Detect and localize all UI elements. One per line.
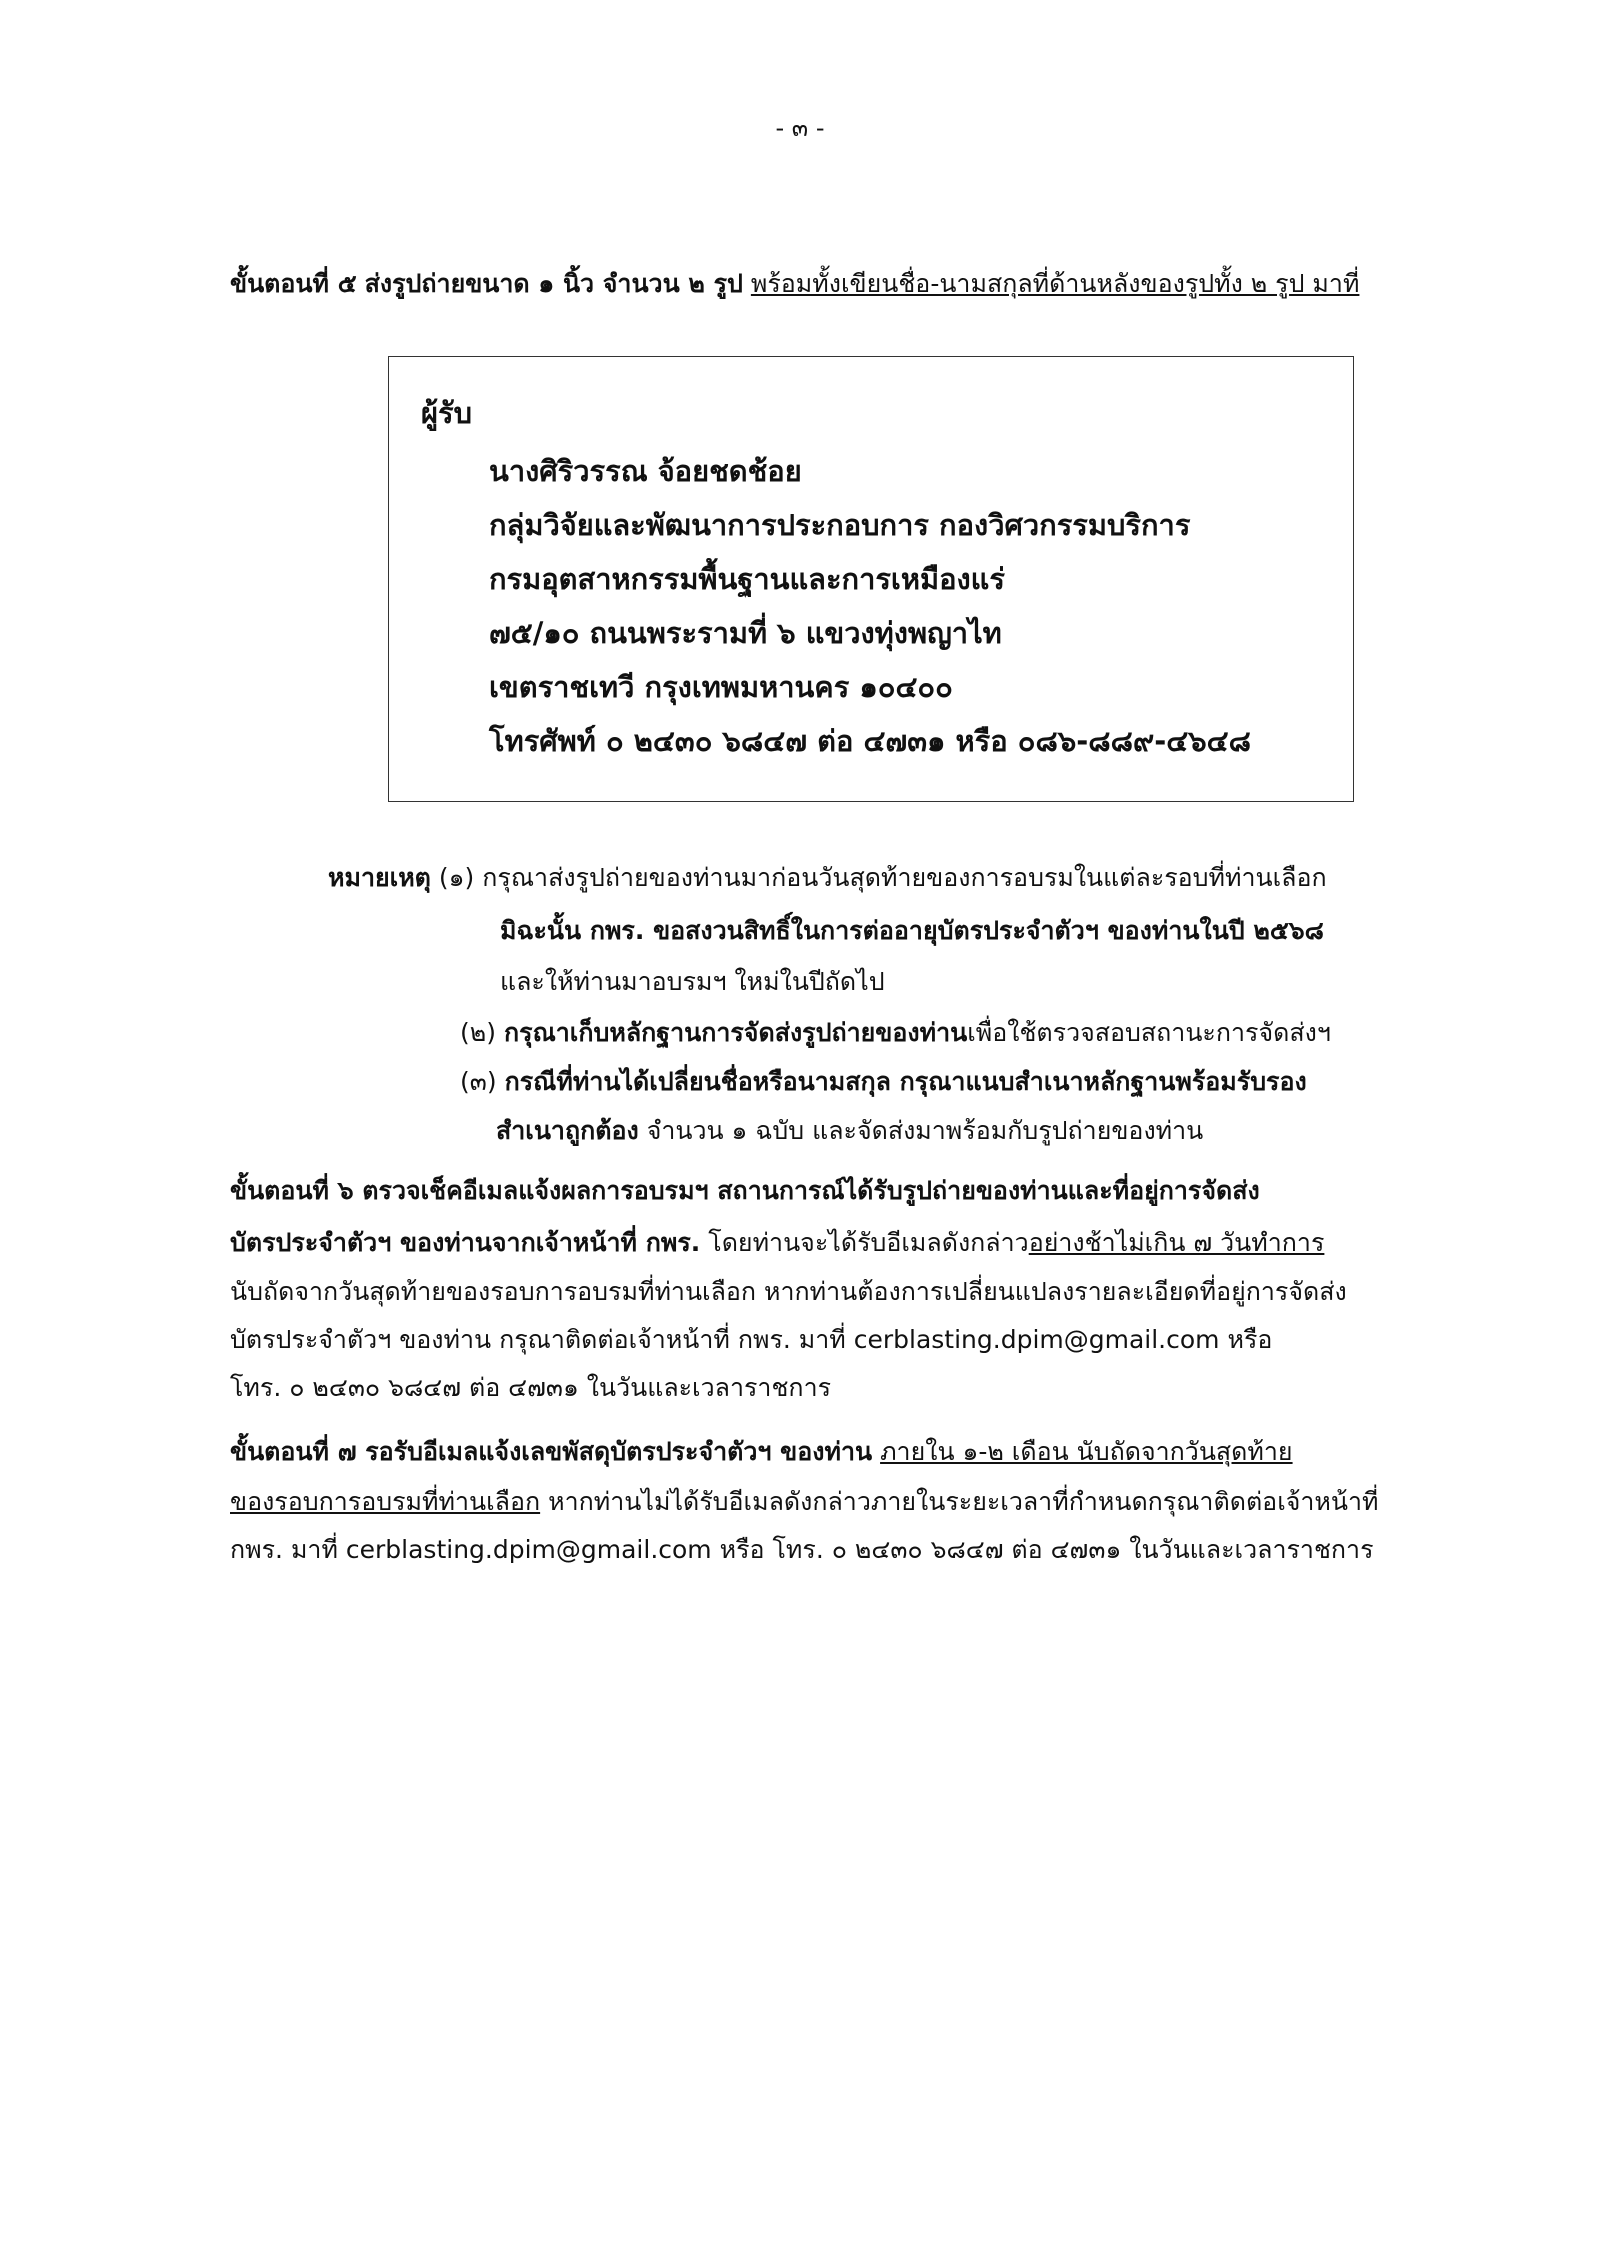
step6-line3: นับถัดจากวันสุดท้ายของรอบการอบรมที่ท่านเลือก หากท่านต้องการเปลี่ยนแปลงรายละเอียดที่อยู่การจัดส่ง <box>230 1277 1347 1306</box>
step5-label: ขั้นตอนที่ ๕ <box>230 269 357 298</box>
recipient-district: เขตราชเทวี กรุงเทพมหานคร ๑๐๔๐๐ <box>489 670 953 704</box>
remark-3-bold2: สำเนาถูกต้อง <box>496 1116 639 1145</box>
recipient-department: กรมอุตสาหกรรมพื้นฐานและการเหมืองแร่ <box>489 562 1005 596</box>
recipient-name: นางศิริวรรณ จ้อยชดช้อย <box>489 454 802 488</box>
remark-3-line2 <box>496 1113 1203 1149</box>
step6-line1: ขั้นตอนที่ ๖ ตรวจเช็คอีเมลแจ้งผลการอบรมฯ สถานการณ์ได้รับรูปถ่ายของท่านและที่อยู่การจัดส่ง <box>230 1176 1260 1205</box>
step7-text: หากท่านไม่ได้รับอีเมลดังกล่าวภายในระยะเวลาที่กำหนดกรุณาติดต่อเจ้าหน้าที่ <box>548 1487 1379 1516</box>
recipient-box <box>388 356 1354 802</box>
remark-1-line1 <box>328 860 1327 896</box>
remark-1-text: กรุณาส่งรูปถ่ายของท่านมาก่อนวันสุดท้ายของการอบรมในแต่ละรอบที่ท่านเลือก <box>482 863 1327 892</box>
step7-underlined-2: ของรอบการอบรมที่ท่านเลือก <box>230 1487 541 1516</box>
remark-2-number: (๒) <box>460 1018 496 1047</box>
step6-line2 <box>230 1225 1324 1261</box>
recipient-address: ๗๕/๑๐ ถนนพระรามที่ ๖ แขวงทุ่งพญาไท <box>489 616 1002 650</box>
remark-1-line3: และให้ท่านมาอบรมฯ ใหม่ในปีถัดไป <box>500 967 885 996</box>
step7-line2 <box>230 1484 1379 1520</box>
remark-3-bold: กรณีที่ท่านได้เปลี่ยนชื่อหรือนามสกุล กรุณาแนบสำเนาหลักฐานพร้อมรับรอง <box>504 1067 1307 1096</box>
remark-2-text: เพื่อใช้ตรวจสอบสถานะการจัดส่งฯ <box>967 1018 1331 1047</box>
step5-text: ส่งรูปถ่ายขนาด ๑ นิ้ว จำนวน ๒ รูป <box>364 269 743 298</box>
step6-line5: โทร. ๐ ๒๔๓๐ ๖๘๔๗ ต่อ ๔๗๓๑ ในวันและเวลาราชการ <box>230 1373 832 1402</box>
step6-line4: บัตรประจำตัวฯ ของท่าน กรุณาติดต่อเจ้าหน้าที่ กพร. มาที่ cerblasting.dpim@gmail.com หรือ <box>230 1325 1273 1354</box>
recipient-heading: ผู้รับ <box>421 396 472 430</box>
remark-3-text2: จำนวน ๑ ฉบับ และจัดส่งมาพร้อมกับรูปถ่ายของท่าน <box>646 1116 1204 1145</box>
step6-bold: บัตรประจำตัวฯ ของท่านจากเจ้าหน้าที่ กพร. <box>230 1228 701 1257</box>
remark-1-number: (๑) <box>438 863 475 892</box>
recipient-division: กลุ่มวิจัยและพัฒนาการประกอบการ กองวิศวกรรมบริการ <box>489 508 1191 542</box>
step6-underlined: อย่างช้าไม่เกิน ๗ วันทำการ <box>1028 1228 1325 1257</box>
remark-2 <box>460 1015 1331 1051</box>
step5-line <box>230 266 1359 302</box>
remarks-label: หมายเหตุ <box>328 863 431 892</box>
step7-underlined-1: ภายใน ๑-๒ เดือน นับถัดจากวันสุดท้าย <box>880 1437 1293 1466</box>
page-number: - ๓ - <box>775 114 825 142</box>
step6-text: โดยท่านจะได้รับอีเมลดังกล่าว <box>708 1228 1029 1257</box>
recipient-phone: โทรศัพท์ ๐ ๒๔๓๐ ๖๘๔๗ ต่อ ๔๗๓๑ หรือ ๐๘๖-๘๘๙-๔๖๔๘ <box>489 724 1251 758</box>
step7-line1 <box>230 1434 1293 1470</box>
remark-1-line2: มิฉะนั้น กพร. ขอสงวนสิทธิ์ในการต่ออายุบัตรประจำตัวฯ ของท่านในปี ๒๕๖๘ <box>500 916 1324 945</box>
step7-bold: ขั้นตอนที่ ๗ รอรับอีเมลแจ้งเลขพัสดุบัตรประจำตัวฯ ของท่าน <box>230 1437 873 1466</box>
step7-line3: กพร. มาที่ cerblasting.dpim@gmail.com หรือ โทร. ๐ ๒๔๓๐ ๖๘๔๗ ต่อ ๔๗๓๑ ในวันและเวลาราชการ <box>230 1535 1374 1564</box>
step5-underlined: พร้อมทั้งเขียนชื่อ-นามสกุลที่ด้านหลังของรูปทั้ง ๒ รูป มาที่ <box>750 269 1360 298</box>
remark-2-bold: กรุณาเก็บหลักฐานการจัดส่งรูปถ่ายของท่าน <box>504 1018 968 1047</box>
remark-3-line1 <box>460 1064 1307 1100</box>
remark-3-number: (๓) <box>460 1067 497 1096</box>
